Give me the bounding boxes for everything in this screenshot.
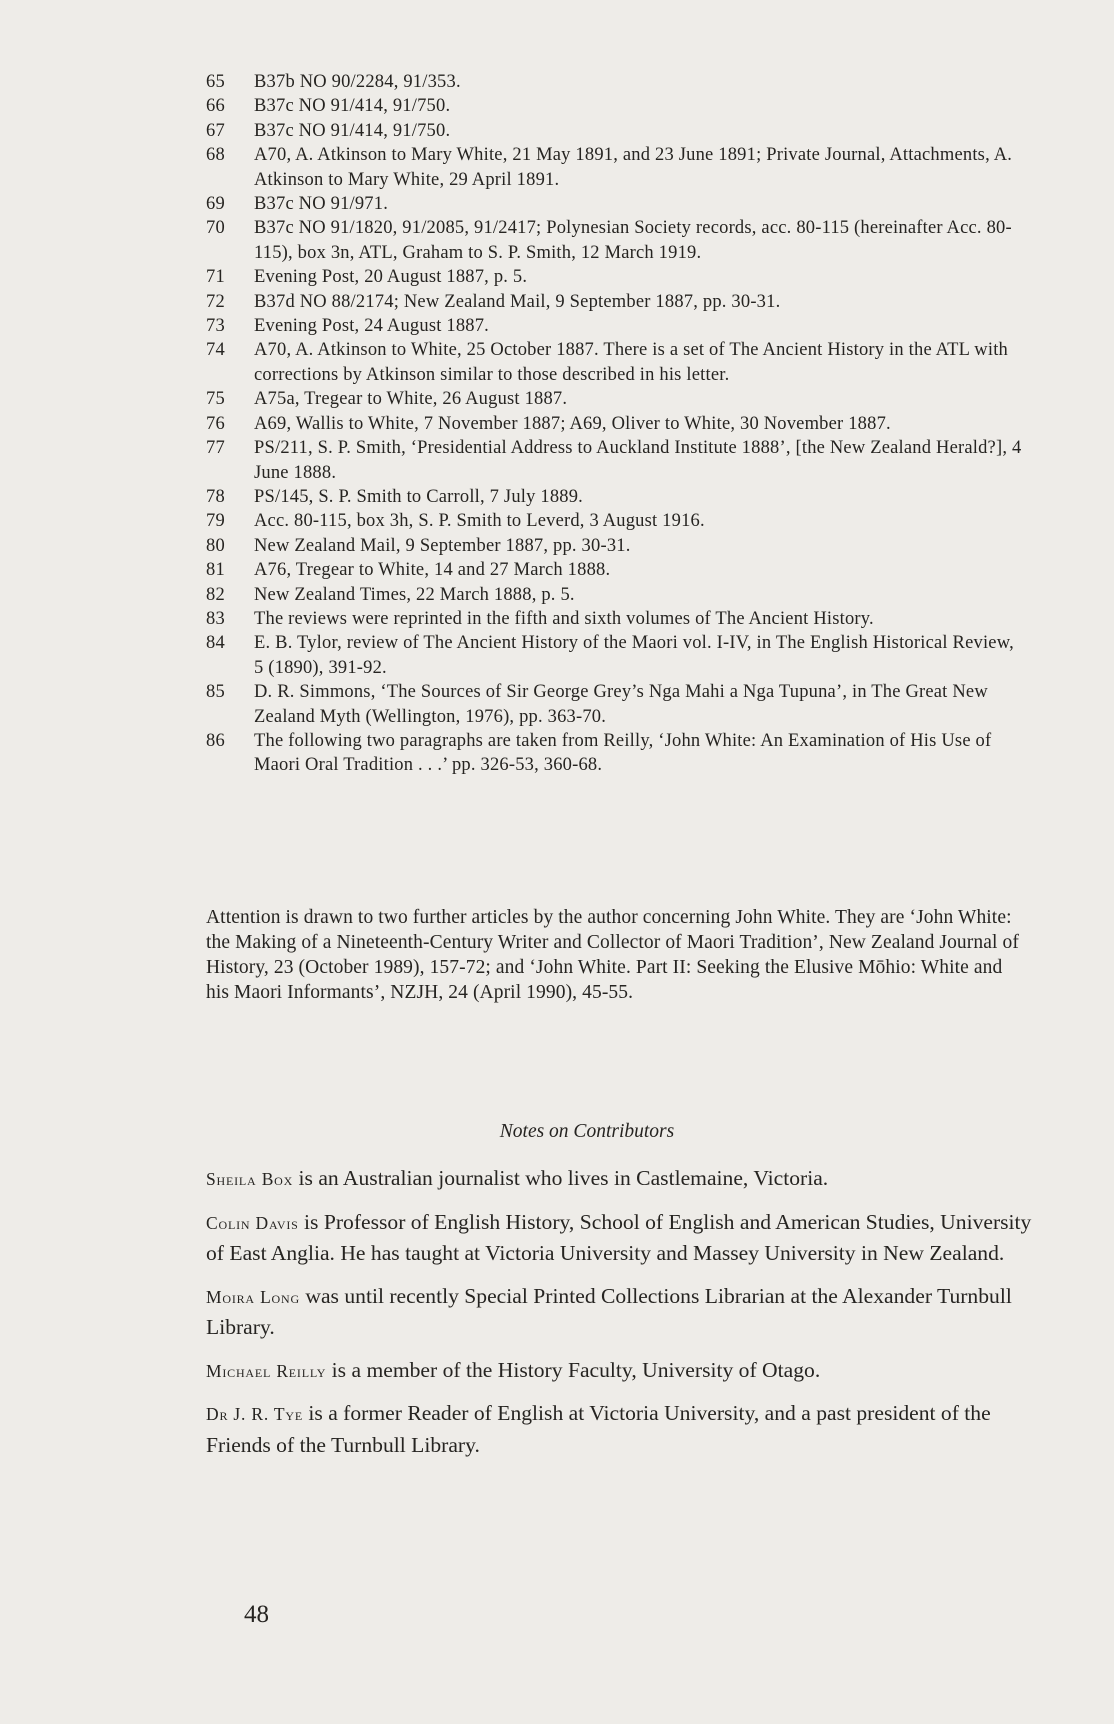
contributors-heading: Notes on Contributors	[499, 1121, 675, 1142]
endnote-74	[206, 338, 1028, 387]
endnote-number: 83	[206, 608, 225, 629]
contributor-bio: is a member of the History Faculty, University of Otago.	[331, 1357, 821, 1382]
endnote-79	[206, 509, 1028, 533]
endnote-84	[206, 631, 1028, 680]
endnote-number: 68	[206, 145, 225, 166]
endnote-text: A75a, Tregear to White, 26 August 1887.	[254, 389, 568, 410]
contributor-name: Moira Long	[206, 1286, 300, 1307]
endnote-78	[206, 485, 1028, 509]
contributor-name: Sheila Box	[206, 1169, 294, 1189]
endnote-number: 78	[206, 486, 225, 507]
endnote-number: 65	[206, 72, 225, 92]
contributor-name: Dr J. R. Tye	[206, 1404, 303, 1424]
endnote-text: E. B. Tylor, review of The Ancient History of the Maori vol. I-IV, in The English Historical Review, 5 (1890), 391-92.	[254, 633, 1014, 678]
endnote-66	[206, 94, 1028, 118]
endnote-number: 74	[206, 340, 225, 361]
endnote-text: Acc. 80-115, box 3h, S. P. Smith to Leverd, 3 August 1916.	[254, 511, 705, 532]
endnote-68	[206, 143, 1028, 192]
endnote-80	[206, 534, 1028, 558]
contributor-entry	[206, 1163, 1032, 1195]
contributor-bio: was until recently Special Printed Collections Librarian at the Alexander Turnbull Library.	[206, 1283, 1012, 1339]
endnote-number: 75	[206, 389, 225, 410]
contributor-name: Colin Davis	[206, 1212, 299, 1233]
endnotes-list	[206, 70, 1028, 778]
endnote-86	[206, 729, 1028, 778]
endnote-number: 70	[206, 218, 225, 239]
endnote-73	[206, 314, 1028, 338]
endnote-69	[206, 192, 1028, 216]
endnote-number: 71	[206, 267, 225, 288]
endnote-text: B37c NO 91/971.	[254, 194, 389, 215]
endnote-number: 66	[206, 96, 225, 117]
endnote-text: A76, Tregear to White, 14 and 27 March 1888.	[254, 560, 611, 581]
endnote-65	[206, 70, 1028, 94]
endnote-text: Evening Post, 24 August 1887.	[254, 316, 490, 337]
endnote-text: New Zealand Times, 22 March 1888, p. 5.	[254, 584, 575, 605]
contributors-list	[206, 1163, 1032, 1472]
endnote-text: The following two paragraphs are taken from Reilly, ‘John White: An Examination of His Use of Maori Oral Tradition . . .’ pp. 326-53, 360-68.	[254, 730, 992, 776]
endnote-number: 73	[206, 316, 225, 337]
endnote-76	[206, 412, 1028, 436]
endnote-text: D. R. Simmons, ‘The Sources of Sir George Grey’s Nga Mahi a Nga Tupuna’, in The Great New Zealand Myth (Wellington, 1976), pp. 363-70.	[254, 682, 988, 727]
endnote-number: 76	[206, 413, 225, 434]
endnote-82	[206, 583, 1028, 607]
endnote-75	[206, 387, 1028, 411]
endnote-number: 77	[206, 438, 225, 459]
endnote-text: B37c NO 91/414, 91/750.	[254, 120, 451, 141]
endnote-71	[206, 265, 1028, 289]
endnote-number: 79	[206, 511, 225, 532]
endnote-text: B37c NO 91/1820, 91/2085, 91/2417; Polynesian Society records, acc. 80-115 (hereinafter Acc. 80-115), box 3n, ATL, Graham to S. P. Smith, 12 March 1919.	[254, 218, 1012, 263]
endnote-number: 85	[206, 682, 225, 703]
contributor-entry	[206, 1207, 1032, 1269]
endnote-70	[206, 216, 1028, 265]
page-number: 48	[244, 1601, 269, 1628]
contributor-bio: is Professor of English History, School of English and American Studies, University of East Anglia. He has taught at Victoria University and Massey University in New Zealand.	[206, 1209, 1032, 1265]
endnote-77	[206, 436, 1028, 485]
endnote-83	[206, 607, 1028, 631]
endnote-number: 80	[206, 535, 225, 556]
endnote-text: New Zealand Mail, 9 September 1887, pp. 30-31.	[254, 535, 631, 556]
endnote-text: The reviews were reprinted in the fifth and sixth volumes of The Ancient History.	[254, 608, 874, 629]
endnote-67	[206, 119, 1028, 143]
attention-paragraph: Attention is drawn to two further articles by the author concerning John White. They are ‘John White: the Making of a Nineteenth-Century Writer and Collector of Maori Tradition’, New Zealand Journal of History, 23 (October 1989), 157-72; and ‘John White. Part II: Seeking the Elusive Mōhio: White and his Maori Informants’, NZJH, 24 (April 1990), 45-55.	[206, 906, 1019, 1003]
endnote-number: 69	[206, 194, 225, 215]
endnote-number: 82	[206, 584, 225, 605]
endnote-85	[206, 680, 1028, 729]
contributor-bio: is an Australian journalist who lives in Castlemaine, Victoria.	[298, 1166, 829, 1190]
endnote-text: B37c NO 91/414, 91/750.	[254, 96, 451, 117]
contributor-name: Michael Reilly	[206, 1360, 327, 1381]
endnote-number: 67	[206, 120, 225, 141]
endnote-number: 72	[206, 291, 225, 312]
endnote-number: 86	[206, 730, 225, 751]
endnote-text: Evening Post, 20 August 1887, p. 5.	[254, 267, 528, 288]
endnote-number: 84	[206, 633, 225, 654]
contributor-entry	[206, 1281, 1032, 1343]
endnote-81	[206, 558, 1028, 582]
endnote-text: B37d NO 88/2174; New Zealand Mail, 9 September 1887, pp. 30-31.	[254, 291, 781, 312]
endnote-72	[206, 290, 1028, 314]
endnote-text: PS/145, S. P. Smith to Carroll, 7 July 1889.	[254, 486, 584, 507]
endnote-text: A70, A. Atkinson to Mary White, 21 May 1891, and 23 June 1891; Private Journal, Attachments, A. Atkinson to Mary White, 29 April 1891.	[254, 145, 1013, 190]
contributor-entry	[206, 1398, 1032, 1460]
endnote-number: 81	[206, 560, 225, 581]
contributor-entry	[206, 1355, 1032, 1387]
endnote-text: A69, Wallis to White, 7 November 1887; A69, Oliver to White, 30 November 1887.	[254, 413, 891, 434]
endnote-text: A70, A. Atkinson to White, 25 October 1887. There is a set of The Ancient History in the ATL with corrections by Atkinson similar to those described in his letter.	[254, 340, 1008, 385]
endnote-text: PS/211, S. P. Smith, ‘Presidential Address to Auckland Institute 1888’, [the New Zealand Herald?], 4 June 1888.	[254, 438, 1022, 483]
endnote-text: B37b NO 90/2284, 91/353.	[254, 72, 461, 92]
contributor-bio: is a former Reader of English at Victoria University, and a past president of the Friends of the Turnbull Library.	[206, 1401, 991, 1457]
